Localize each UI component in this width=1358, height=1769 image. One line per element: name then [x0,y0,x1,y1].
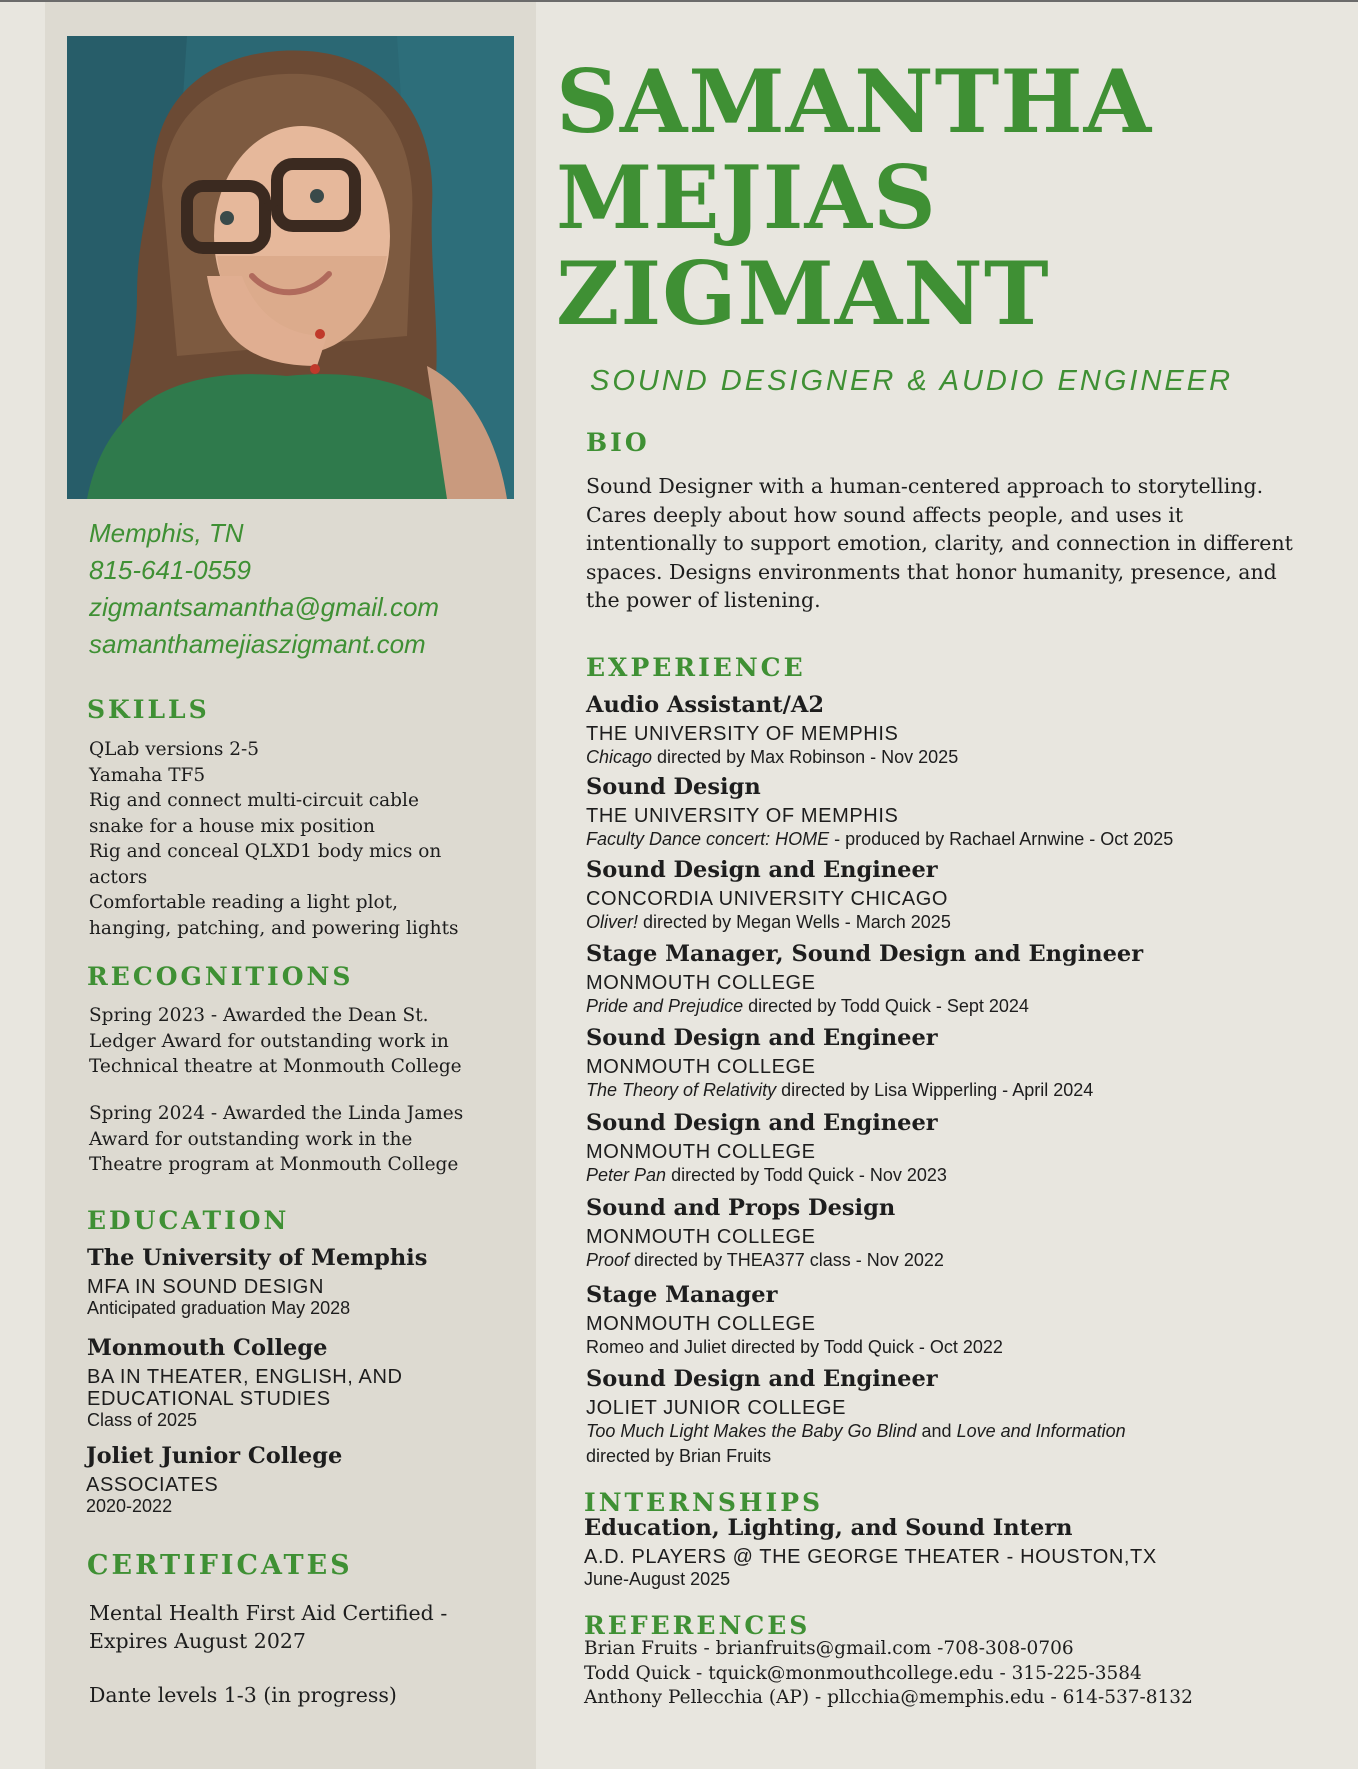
experience-title: Audio Assistant/A2 [586,692,824,718]
experience-title: Stage Manager [586,1282,778,1308]
recognition-line: Spring 2024 - Awarded the Linda James [89,1103,464,1124]
experience-title: Sound Design and Engineer [586,1366,938,1392]
education-school: Joliet Junior College [86,1443,343,1469]
production-title: Faculty Dance concert: HOME [586,829,830,849]
skill-line: Rig and conceal QLXD1 body mics on [89,841,442,862]
production-detail: directed by Max Robinson - Nov 2025 [652,747,959,767]
experience-production [586,1250,944,1271]
experience-title: Sound Design and Engineer [586,857,938,883]
skills-list [89,737,459,941]
contact-phone[interactable]: 815-641-0559 [89,555,251,585]
education-school: Monmouth College [87,1335,328,1361]
profile-photo [67,36,514,499]
internship-dates: June-August 2025 [584,1569,731,1589]
experience-org: THE UNIVERSITY OF MEMPHIS [586,723,899,745]
experience-org: MONMOUTH COLLEGE [586,1313,816,1335]
references-list [584,1637,1193,1711]
education-detail: Class of 2025 [87,1410,198,1430]
experience-org: MONMOUTH COLLEGE [586,1226,816,1248]
internship-title: Education, Lighting, and Sound Intern [584,1515,1073,1541]
name-line: SAMANTHA [556,50,1153,153]
experience-org: JOLIET JUNIOR COLLEGE [586,1397,847,1419]
skill-line: snake for a house mix position [89,815,375,837]
education-degree: BA IN THEATER, ENGLISH, AND [87,1366,403,1388]
contact-location: Memphis, TN [89,518,244,548]
experience-org: CONCORDIA UNIVERSITY CHICAGO [586,888,949,910]
certificates-heading: CERTIFICATES [87,1550,353,1581]
experience-production [586,1080,1093,1101]
experience-production [586,996,1029,1017]
tagline: SOUND DESIGNER & AUDIO ENGINEER [590,365,1234,397]
production-title: Proof [586,1250,630,1270]
production-detail: directed by Todd Quick - Sept 2024 [743,996,1029,1016]
production-title: Oliver! [586,912,639,932]
education-school: The University of Memphis [87,1245,428,1271]
production-title: Love and Information [956,1421,1126,1441]
production-detail: Romeo and Juliet directed by Todd Quick - Oct 2022 [586,1337,1003,1357]
experience-production [586,829,1173,850]
education-heading: EDUCATION [87,1206,290,1235]
certificate-line: Mental Health First Aid Certified - [89,1601,448,1625]
references-heading: REFERENCES [584,1611,811,1640]
production-detail: directed by Lisa Wipperling - April 2024 [776,1080,1094,1100]
experience-production [586,912,951,933]
contact-email[interactable]: zigmantsamantha@gmail.com [89,592,440,622]
production-detail: directed by Todd Quick - Nov 2023 [666,1165,947,1185]
production-title: Peter Pan [586,1165,667,1185]
recognition-line: Award for outstanding work in the [89,1128,413,1150]
experience-title: Stage Manager, Sound Design and Engineer [586,941,1144,967]
skill-line: Rig and connect multi-circuit cable [89,790,419,811]
recognition-line: Spring 2023 - Awarded the Dean St. [89,1005,429,1026]
production-title: Pride and Prejudice [586,996,744,1016]
bio-text: Sound Designer with a human-centered approach to storytelling. Cares deeply about how sound affects people, and uses it intentionally to support emotion, clarity, and connection in different spaces. Designs environments that honor humanity, presence, and the power of listening. [586,474,1293,612]
bio-heading: BIO [586,428,650,457]
name-line: MEJIAS [556,146,937,249]
experience-production [586,1165,947,1186]
recognition-item [89,1101,463,1178]
production-title: Chicago [586,747,653,767]
experience-production [586,1337,1003,1358]
reference-line: Todd Quick - tquick@monmouthcollege.edu - 315-225-3584 [584,1662,1142,1684]
experience-title: Sound Design and Engineer [586,1025,938,1051]
experience-org: MONMOUTH COLLEGE [586,972,816,994]
certificate-line: Expires August 2027 [89,1629,306,1653]
reference-line: Brian Fruits - brianfruits@gmail.com -708-308-0706 [584,1638,1074,1659]
recognition-item [89,1003,462,1080]
production-detail: - produced by Rachael Arnwine - Oct 2025 [829,829,1174,849]
experience-org: MONMOUTH COLLEGE [586,1141,816,1163]
production-title: Too Much Light Makes the Baby Go Blind [586,1421,917,1441]
experience-production [586,747,958,768]
production-connector: and [916,1421,957,1441]
skill-line: hanging, patching, and powering lights [89,917,459,939]
education-degree: MFA IN SOUND DESIGN [87,1276,324,1298]
recognitions-heading: RECOGNITIONS [87,962,354,991]
production-title: The Theory of Relativity [586,1080,777,1100]
recognition-line: Theatre program at Monmouth College [89,1154,459,1175]
skill-line: QLab versions 2-5 [89,739,260,760]
experience-org: MONMOUTH COLLEGE [586,1056,816,1078]
internships-heading: INTERNSHIPS [584,1488,824,1517]
production-detail: directed by THEA377 class - Nov 2022 [629,1250,944,1270]
education-degree: EDUCATIONAL STUDIES [87,1388,331,1410]
experience-title: Sound and Props Design [586,1195,896,1221]
education-degree: ASSOCIATES [86,1474,219,1496]
certificate-item [89,1599,447,1655]
skills-heading: SKILLS [87,695,210,724]
recognition-line: Ledger Award for outstanding work in [89,1030,449,1052]
production-detail: directed by Megan Wells - March 2025 [638,912,951,932]
production-detail: directed by Brian Fruits [586,1446,772,1466]
experience-title: Sound Design and Engineer [586,1110,938,1136]
education-detail: 2020-2022 [86,1496,173,1516]
skill-line: Comfortable reading a light plot, [89,892,398,913]
certificate-item: Dante levels 1-3 (in progress) [89,1683,397,1707]
experience-org: THE UNIVERSITY OF MEMPHIS [586,805,899,827]
contact-website[interactable]: samanthamejiaszigmant.com [89,629,426,659]
skill-line: actors [89,866,148,888]
recognition-line: Technical theatre at Monmouth College [89,1056,462,1077]
education-detail: Anticipated graduation May 2028 [87,1298,351,1318]
reference-line: Anthony Pellecchia (AP) - pllcchia@memphis.edu - 614-537-8132 [584,1687,1193,1708]
experience-heading: EXPERIENCE [586,653,806,682]
experience-production [586,1421,1126,1442]
skill-line: Yamaha TF5 [89,764,206,786]
name-line: ZIGMANT [556,242,1050,345]
experience-title: Sound Design [586,774,761,800]
internship-org: A.D. PLAYERS @ THE GEORGE THEATER - HOUSTON,TX [584,1546,1157,1568]
